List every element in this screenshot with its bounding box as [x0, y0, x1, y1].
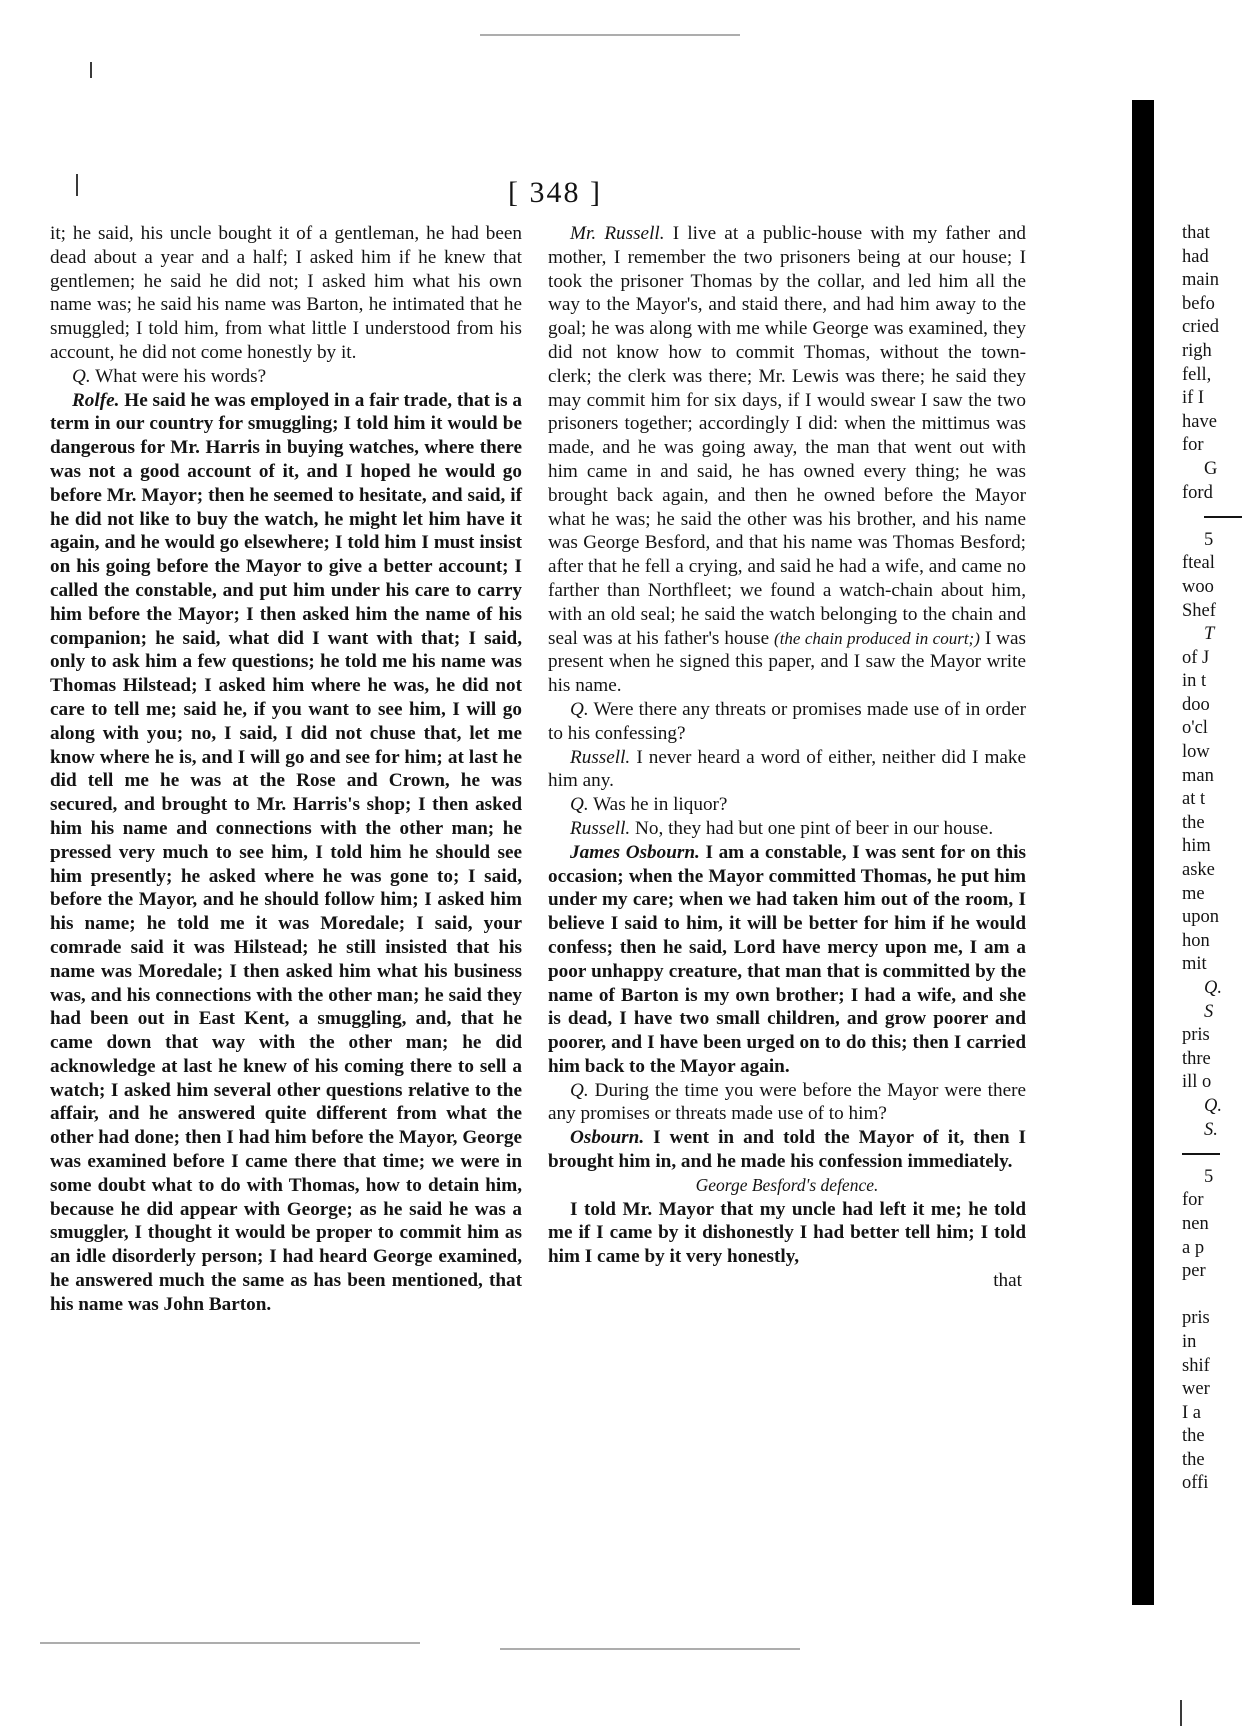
fragment-line: have — [1182, 411, 1217, 432]
fragment-line: cried — [1182, 317, 1219, 338]
question-2: Q. Was he in liquor? — [570, 794, 728, 816]
fragment-line: the — [1182, 1426, 1205, 1447]
fragment-line: him — [1182, 836, 1211, 857]
fragment-line: that — [1182, 223, 1210, 243]
fragment-line: o'cl — [1182, 718, 1208, 739]
fragment-line: 5 — [1204, 1166, 1214, 1187]
fragment-line: upon — [1182, 907, 1219, 928]
fragment-line: fell, — [1182, 364, 1212, 385]
fragment-line: S — [1204, 1001, 1214, 1022]
fragment-line — [1182, 1284, 1259, 1308]
fragment-line: had — [1182, 246, 1209, 267]
fragment-line: me — [1182, 883, 1205, 904]
answer-osbourn: Osbourn. I went in and told the Mayor of it, then I brought him in, and he made his confession immediately. — [548, 1127, 1027, 1173]
fragment-line: I a — [1182, 1402, 1201, 1423]
fragment-line: 5 — [1204, 529, 1214, 550]
fragment-line: S. — [1204, 1119, 1218, 1140]
fragment-line: in — [1182, 1331, 1197, 1352]
fragment-line: low — [1182, 742, 1210, 763]
fragment-line: main — [1182, 270, 1219, 291]
left-paragraph-3: Rolfe. He said he was employed in a fair trade, that is a term in our country for smuggling; I told him it would be dangerous for Mr. Harris in buying watches, where there was not a good account of it, and I hoped he would go before Mr. Mayor; then he seemed to hesitate, and said, if he did not like to buy the watch, he might let him have it again, and he would go elsewhere; I told him I must insist on his going before the Mayor to give a better account; I called the constable, and put him under his care to carry him before the Mayor; I then asked him the name of his companion; he said, what did I want with that; I said, only to ask him a few questions; he told me his name was Thomas Hilstead; I asked him where he was, he did not care to tell me; said he, if you want to see him, I will go along with you; no, I said, I did not chuse that, let me know where he is, and I will go and see for him; at last he did tell me he was at the Rose and Crown, he was secured, and brought to Mr. Harris's shop; I then asked him his name and connections with the other man; he pressed very much to see him, I told him he should see him presently; he asked where he was gone to; I said, before the Mayor, and he should follow him; I asked him his name; he told me it was Moredale; I said, your comrade said it was Hilstead; he still insisted that his name was Moredale; I then asked him what his business was, and his connections with the other man; he said they had been out in East Kent, a smuggling, and, that he came down that way with the other man; he did acknowledge at last he knew of his coming there to sell a watch; I asked him several other questions relative to the affair, and he answered quite different from what the other had done; then I had him before the Mayor, George was examined before I came there that time; we were in some doubt what to do with Thomas, how to detain him, because he did appear with George; as he said he was a smuggler, I thought it would be proper to commit him as an idle disorderly person; I had heard George examined, he answered much the same as has been mentioned, that his name was John Barton. — [50, 389, 522, 1315]
fragment-line: thre — [1182, 1048, 1211, 1069]
fragment-line: of J — [1182, 647, 1210, 668]
left-column — [50, 222, 522, 1317]
fragment-line: man — [1182, 765, 1214, 786]
fragment-line: hon — [1182, 930, 1210, 951]
fragment-line: offi — [1182, 1473, 1209, 1494]
fragment-line: nen — [1182, 1213, 1209, 1234]
fragment-line: pris — [1182, 1308, 1210, 1329]
gutter-shadow — [1132, 100, 1154, 1605]
fragment-line: the — [1182, 812, 1205, 833]
fragment-line: a p — [1182, 1237, 1205, 1258]
fragment-line: Q. — [1204, 1095, 1222, 1116]
page-number: [ 348 ] — [508, 176, 602, 209]
question-3: Q. During the time you were before the Mayor were there any promises or threats made use of to him? — [548, 1079, 1026, 1125]
fragment-line: Shef — [1182, 600, 1216, 621]
fragment-line: Q. — [1204, 978, 1222, 998]
fragment-line: at t — [1182, 789, 1206, 810]
section-rule — [1204, 516, 1242, 518]
scan-speck — [90, 62, 92, 78]
catchword: that — [993, 1270, 1022, 1292]
testimony-russell: Mr. Russell. I live at a public-house with my father and mother, I remember the two prisoners being at our house; I took the prisoner Thomas by the collar, and led him all the way to the Mayor's, and staid there, and had him away to the goal; he was along with me while George was examined, they did not know how to commit Thomas, without the town-clerk; the clerk was there; Mr. Lewis was there; he said they may commit him for six days, if I would swear I saw the two prisoners together; accordingly I did: when the mittimus was made, and he was going away, the man that went out with him came in and said, he has owned every thing; he was brought back again, and then he owned before the Mayor what he was; he said the other was his brother, and his name was George Besford, and that his name was Thomas Besford; after that he fell a crying, and said he had a wife, and came no farther than Northfleet; we found a watch-chain about him, with an old seal; he said the watch belonging to the chain and seal was at his father's house (the chain produced in court;) I was present when he signed this paper, and I saw the Mayor write his name. — [548, 223, 1027, 697]
fragment-line: aske — [1182, 860, 1215, 881]
fragment-line — [1182, 1142, 1259, 1166]
left-paragraph-1: it; he said, his uncle bought it of a gentleman, he had been dead about a year and a half; I asked him if he knew that gentlemen; he said he did not; I asked him what his own name was; he said his name was Barton, he intimated that he smuggled; I told him, from what little I understood from his account, he did not come honestly by it. — [50, 223, 522, 363]
defence-text: I told Mr. Mayor that my uncle had left it me; he told me if I came by it dishonestly I had better tell him; I told him I came by it very honestly, — [548, 1198, 1026, 1268]
scan-speck — [76, 174, 78, 196]
scan-edge-bleed — [480, 34, 740, 36]
fragment-line: for — [1182, 1190, 1204, 1211]
fragment-line: ford — [1182, 482, 1213, 503]
answer-russell-2: Russell. No, they had but one pint of beer in our house. — [570, 817, 994, 839]
section-rule — [1182, 1153, 1220, 1155]
fragment-line: in t — [1182, 671, 1207, 692]
answer-russell-1: Russell. I never heard a word of either, neither did I make him any. — [548, 746, 1027, 792]
middle-column — [548, 222, 1026, 1293]
fragment-line: woo — [1182, 576, 1214, 597]
fragment-line — [1182, 505, 1259, 529]
fragment-line: T — [1204, 624, 1215, 645]
fragment-line: doo — [1182, 694, 1210, 715]
fragment-line: wer — [1182, 1379, 1210, 1400]
scan-edge-bleed — [500, 1648, 800, 1650]
fragment-line: G — [1204, 458, 1218, 479]
fragment-line: pris — [1182, 1025, 1210, 1046]
fragment-line: per — [1182, 1261, 1206, 1282]
scan-speck — [1180, 1700, 1182, 1726]
fragment-line: shif — [1182, 1355, 1210, 1376]
question-1: Q. Were there any threats or promises made use of in order to his confessing? — [548, 698, 1026, 744]
fragment-line: befo — [1182, 293, 1215, 314]
fragment-line: mit — [1182, 954, 1207, 975]
fragment-line: if I — [1182, 388, 1205, 409]
left-paragraph-2: Q. What were his words? — [72, 365, 267, 387]
scan-edge-bleed — [40, 1642, 420, 1644]
fragment-line: the — [1182, 1449, 1205, 1470]
next-page-fragments — [1182, 222, 1259, 1496]
fragment-line: righ — [1182, 340, 1212, 361]
fragment-line: for — [1182, 435, 1204, 456]
defence-heading: George Besford's defence. — [695, 1174, 879, 1195]
testimony-osbourn: James Osbourn. I am a constable, I was sent for on this occasion; when the Mayor committed Thomas, he put him under my care; when we had taken him out of the room, I believe I said to him, it will be better for him if he would confess; then he said, Lord have mercy upon me, I am a poor unhappy creature, that man that is committed by the name of Barton is my own brother; I had a wife, and she is dead, I have two small children, and grow poorer and poorer, and I have been urged on to do this; then I carried him back to the Mayor again. — [548, 841, 1027, 1077]
fragment-line: ill o — [1182, 1072, 1212, 1093]
fragment-line: fteal — [1182, 553, 1215, 574]
